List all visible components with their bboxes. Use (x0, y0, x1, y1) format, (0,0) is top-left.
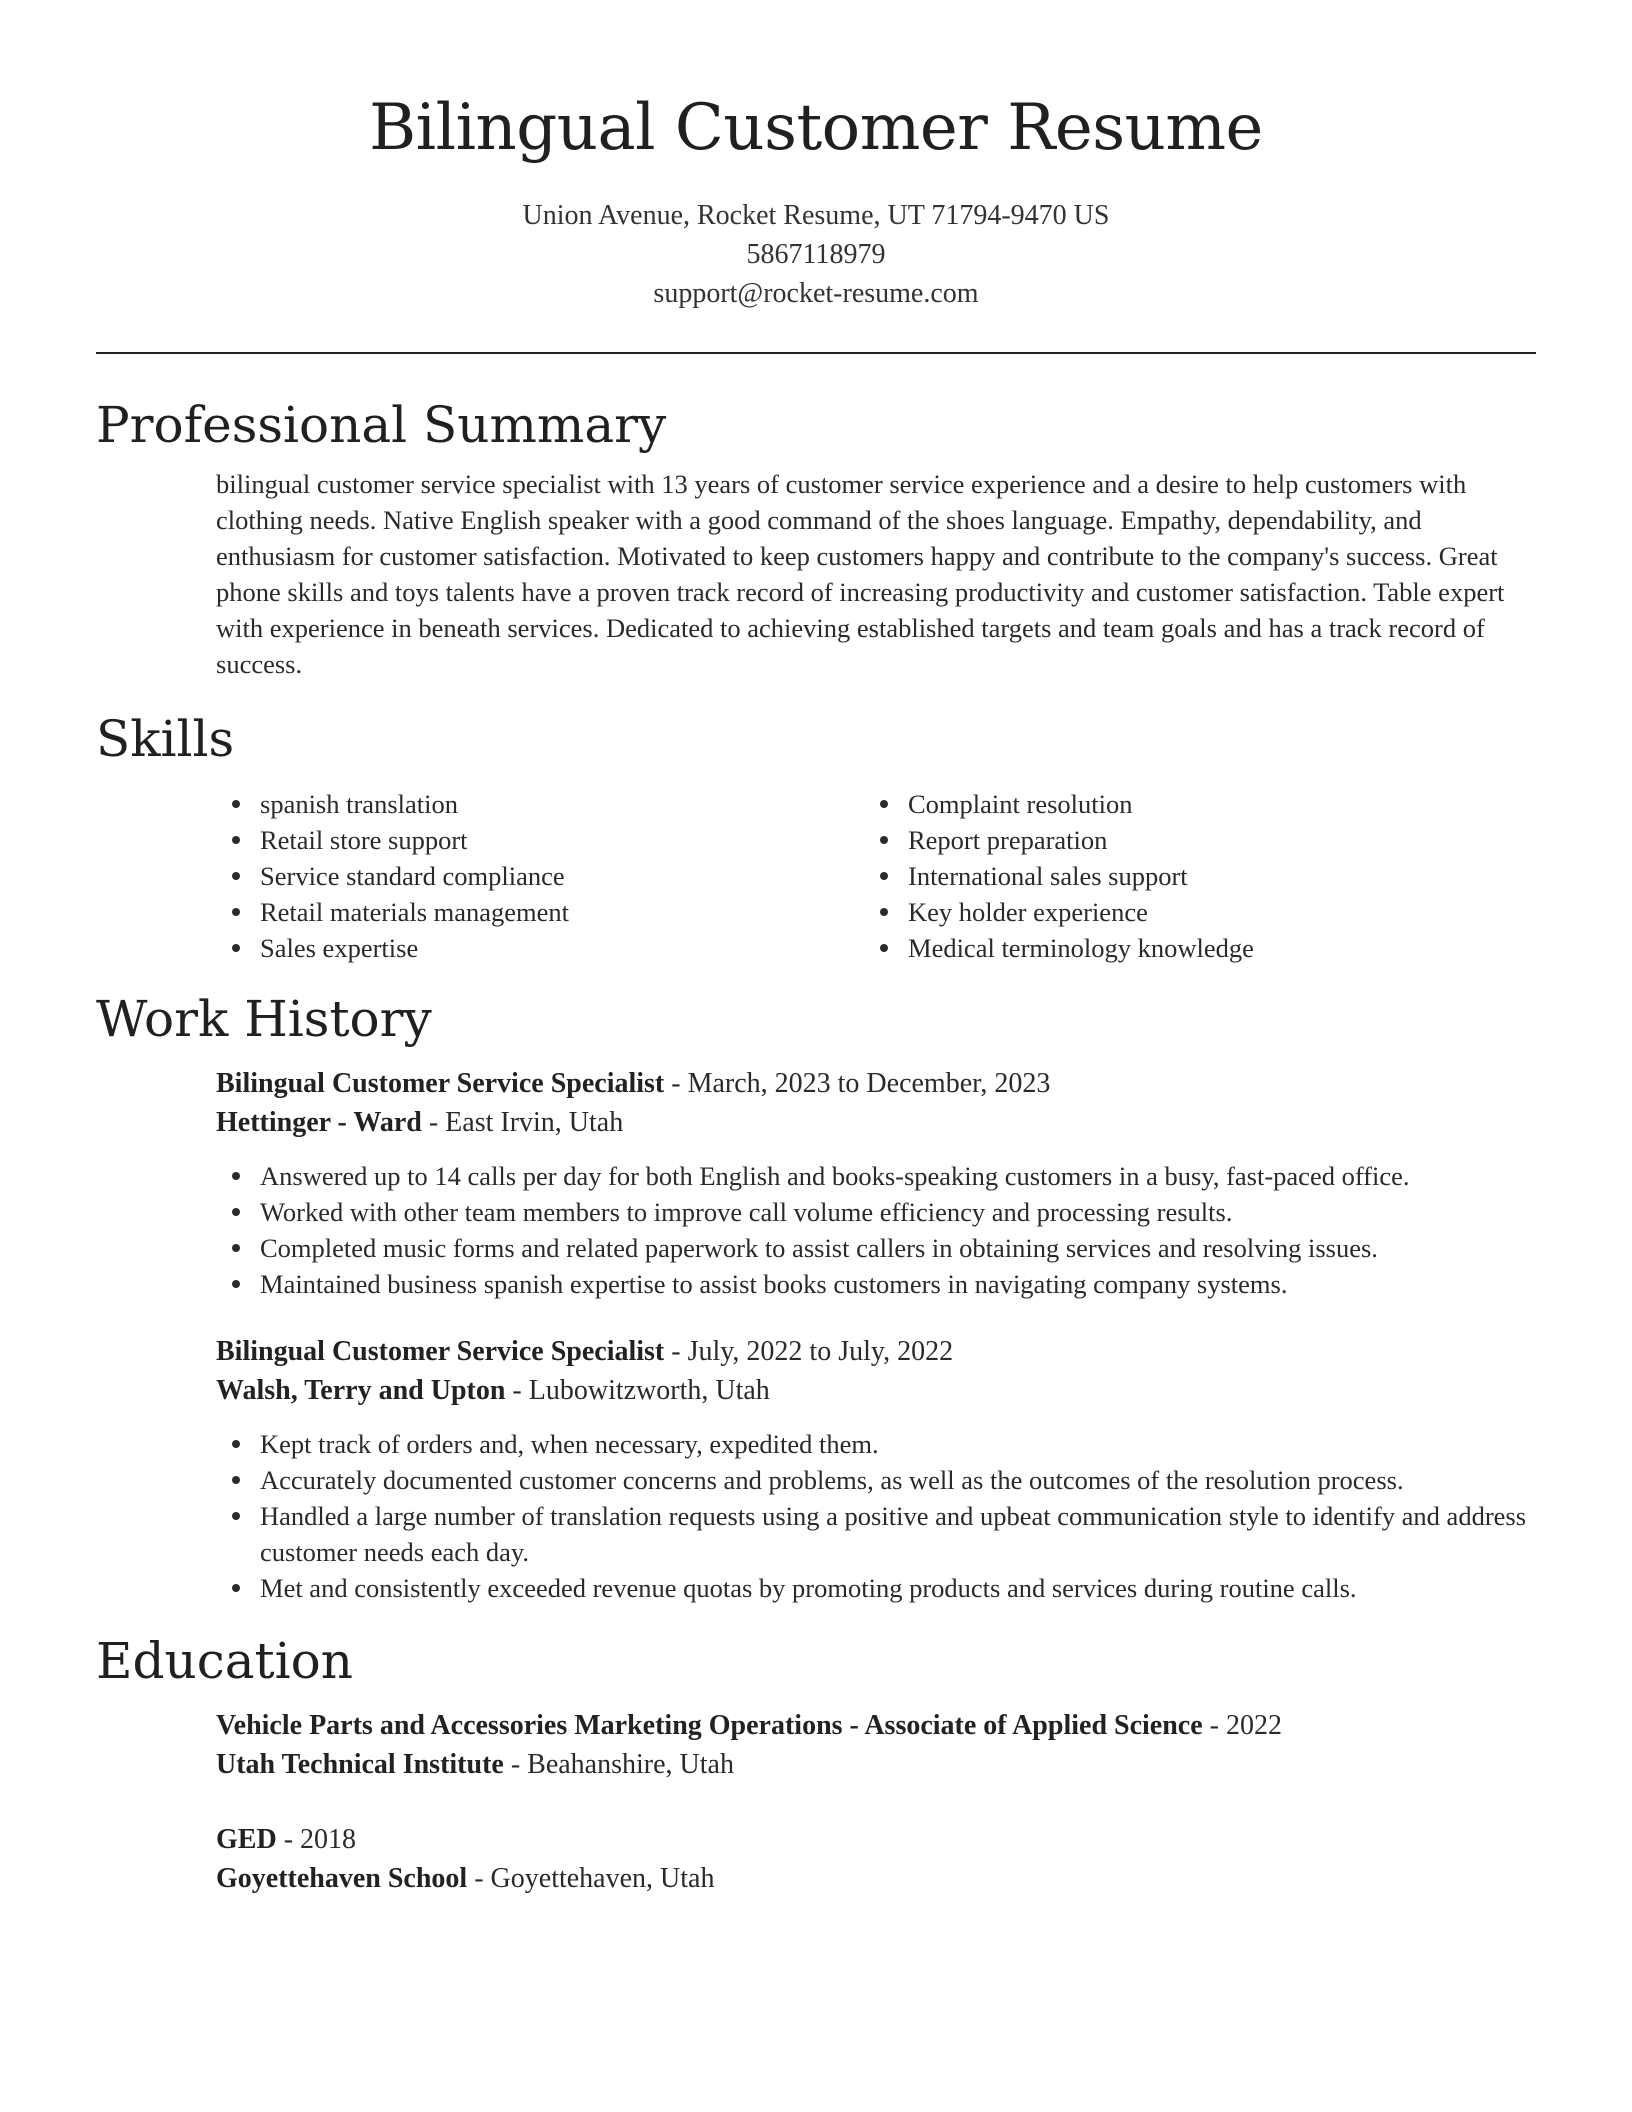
job-company: Hettinger - Ward (216, 1107, 422, 1138)
job-entry (216, 1332, 1536, 1606)
education-degree: GED (216, 1824, 277, 1855)
education-section (96, 1630, 1536, 1898)
section-title-education: Education (96, 1632, 353, 1690)
work-history-section (96, 988, 1536, 1606)
skills-column-right (864, 786, 1512, 966)
skill-item: spanish translation (216, 786, 864, 822)
header-divider (96, 352, 1536, 354)
education-location: - Goyettehaven, Utah (467, 1863, 715, 1894)
job-bullet: Handled a large number of translation requests using a positive and upbeat communication style to identify and address customer needs each day. (216, 1498, 1536, 1570)
job-bullet: Completed music forms and related paperwork to assist callers in obtaining services and resolving issues. (216, 1230, 1536, 1266)
job-company-line (216, 1103, 1536, 1142)
resume-header (96, 0, 1536, 313)
job-bullets (216, 1426, 1536, 1606)
job-bullet: Kept track of orders and, when necessary, expedited them. (216, 1426, 1536, 1462)
job-location: - East Irvin, Utah (421, 1107, 624, 1138)
education-school-line (216, 1859, 1536, 1898)
job-bullet: Accurately documented customer concerns and problems, as well as the outcomes of the resolution process. (216, 1462, 1536, 1498)
education-degree-line (216, 1820, 1536, 1859)
job-entry (216, 1064, 1536, 1302)
skill-item: Service standard compliance (216, 858, 864, 894)
section-title-work-history: Work History (96, 990, 432, 1048)
skill-item: Retail materials management (216, 894, 864, 930)
contact-phone: 5867118979 (746, 239, 886, 270)
job-bullets (216, 1158, 1536, 1302)
job-title-line (216, 1332, 1536, 1371)
section-title-skills: Skills (96, 710, 235, 768)
skill-item: Retail store support (216, 822, 864, 858)
job-dates: - March, 2023 to December, 2023 (664, 1068, 1051, 1099)
education-school-line (216, 1745, 1536, 1784)
contact-email[interactable]: support@rocket-resume.com (653, 278, 979, 309)
education-year: - 2022 (1202, 1710, 1282, 1741)
education-degree-line (216, 1706, 1536, 1745)
education-school: Goyettehaven School (216, 1863, 468, 1894)
education-year: - 2018 (276, 1824, 357, 1855)
skill-item: International sales support (864, 858, 1512, 894)
contact-address: Union Avenue, Rocket Resume, UT 71794-9470 US (522, 200, 1110, 231)
skill-item: Key holder experience (864, 894, 1512, 930)
education-entry (216, 1820, 1536, 1898)
education-degree: Vehicle Parts and Accessories Marketing Operations - Associate of Applied Science (216, 1710, 1203, 1741)
section-title-summary: Professional Summary (96, 396, 667, 454)
job-bullet: Answered up to 14 calls per day for both English and books-speaking customers in a busy, fast-paced office. (216, 1158, 1536, 1194)
job-dates: - July, 2022 to July, 2022 (664, 1336, 954, 1367)
skill-item: Sales expertise (216, 930, 864, 966)
skills-grid (216, 786, 1536, 966)
job-bullet: Maintained business spanish expertise to assist books customers in navigating company systems. (216, 1266, 1536, 1302)
education-school: Utah Technical Institute (216, 1749, 504, 1780)
contact-info (96, 196, 1536, 313)
skills-section (96, 708, 1536, 966)
skill-item: Complaint resolution (864, 786, 1512, 822)
summary-text: bilingual customer service specialist with 13 years of customer service experience and a desire to help customers with clothing needs. Native English speaker with a good command of the shoes language. Empathy, dependability, and enthusiasm for customer satisfaction. Motivated to keep customers happy and contribute to the company's success. Great phone skills and toys talents have a proven track record of increasing productivity and customer satisfaction. Table expert with experience in beneath services. Dedicated to achieving established targets and team goals and has a track record of success. (216, 469, 1505, 679)
education-location: - Beahanshire, Utah (503, 1749, 734, 1780)
education-entry (216, 1706, 1536, 1784)
job-company: Walsh, Terry and Upton (216, 1375, 506, 1406)
job-role: Bilingual Customer Service Specialist (216, 1068, 665, 1099)
resume-title: Bilingual Customer Resume (369, 91, 1263, 165)
job-company-line (216, 1371, 1536, 1410)
skills-column-left (216, 786, 864, 966)
professional-summary-section (96, 394, 1536, 682)
skill-item: Report preparation (864, 822, 1512, 858)
job-location: - Lubowitzworth, Utah (505, 1375, 770, 1406)
skill-item: Medical terminology knowledge (864, 930, 1512, 966)
job-bullet: Met and consistently exceeded revenue quotas by promoting products and services during routine calls. (216, 1570, 1536, 1606)
job-title-line (216, 1064, 1536, 1103)
job-role: Bilingual Customer Service Specialist (216, 1336, 665, 1367)
job-bullet: Worked with other team members to improve call volume efficiency and processing results. (216, 1194, 1536, 1230)
